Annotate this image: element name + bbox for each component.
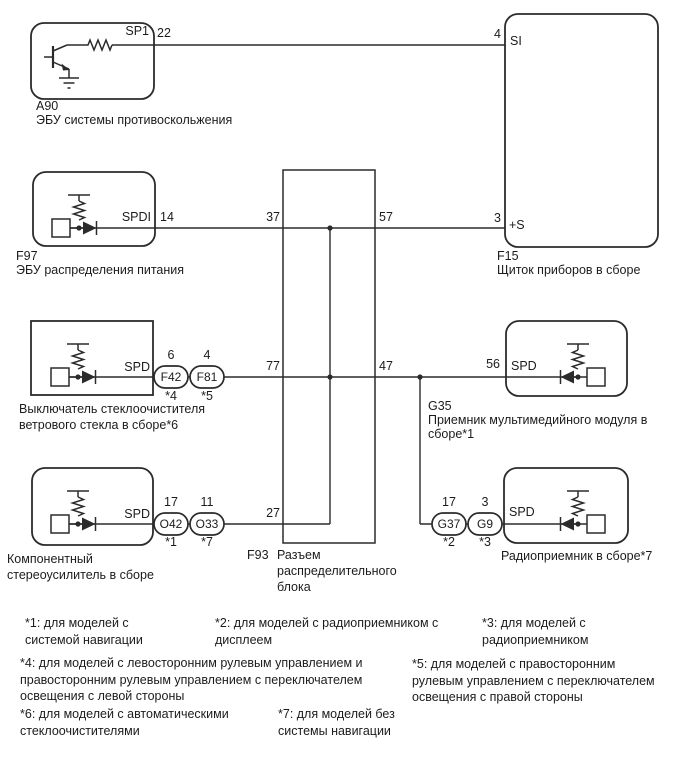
junction-dot xyxy=(327,225,332,230)
f97-code: F97 xyxy=(16,249,38,263)
wiper-name-line1: Выключатель стеклоочистителя xyxy=(19,402,206,416)
f15-terminal-si: SI xyxy=(510,34,522,48)
f15-box xyxy=(505,14,658,247)
g35-circuit-icon xyxy=(561,344,606,386)
footnote-4 xyxy=(20,655,363,705)
footnote-5-line2: рулевым управлением с переключателем xyxy=(412,673,655,688)
f93-pin-27: 27 xyxy=(266,506,280,520)
footnote-3-line1: *3: для моделей с xyxy=(482,616,586,630)
f42-note: *4 xyxy=(165,389,177,403)
g35-name-line1: Приемник мультимедийного модуля в xyxy=(428,413,648,427)
footnote-4-line3: освещения с левой стороны xyxy=(20,689,185,703)
o33-note: *7 xyxy=(201,535,213,549)
f93-pin-37: 37 xyxy=(266,210,280,224)
footnote-2-line2: дисплеем xyxy=(215,632,273,647)
f42-pin-number: 6 xyxy=(167,348,175,362)
ground-icon xyxy=(59,78,79,88)
f97-name: ЭБУ распределения питания xyxy=(16,263,185,277)
footnote-7-line1: *7: для моделей без xyxy=(278,707,395,721)
footnote-2 xyxy=(215,615,438,648)
g35-name-line2: сборе*1 xyxy=(428,427,475,441)
f15-code: F15 xyxy=(497,249,519,263)
footnote-6 xyxy=(20,706,229,739)
junction-dot xyxy=(417,374,422,379)
footnote-6-line2: стеклоочистителями xyxy=(20,723,140,738)
g35-pin-number: 56 xyxy=(486,357,500,371)
g37-pin-number: 17 xyxy=(442,495,456,509)
g35-code: G35 xyxy=(428,399,452,413)
g9-note: *3 xyxy=(479,535,491,549)
footnote-5-line1: *5: для моделей с правосторонним xyxy=(412,657,616,671)
resistor-icon xyxy=(67,40,112,50)
stereo-terminal-spd: SPD xyxy=(124,507,150,521)
g37-note: *2 xyxy=(443,535,455,549)
wiper-terminal-spd: SPD xyxy=(124,360,150,374)
f42-connector-code: F42 xyxy=(160,370,182,384)
g35-terminal-spd: SPD xyxy=(511,359,537,373)
wiper-name-line2: ветрового стекла в сборе*6 xyxy=(19,418,179,432)
footnote-1 xyxy=(25,615,143,648)
g9-connector-code: G9 xyxy=(476,517,493,531)
radio-name: Радиоприемник в сборе*7 xyxy=(501,549,653,563)
f97-pin-number: 14 xyxy=(160,210,174,224)
radio-terminal-spd: SPD xyxy=(509,505,535,519)
stereo-name-line1: Компонентный xyxy=(7,552,93,566)
a90-name: ЭБУ системы противоскольжения xyxy=(36,113,233,127)
footnote-1-line1: *1: для моделей с xyxy=(25,616,129,630)
f15-pin-top-number: 4 xyxy=(494,27,501,41)
g9-pin-number: 3 xyxy=(481,495,489,509)
o33-pin-number: 11 xyxy=(200,495,214,509)
radio-circuit-icon xyxy=(561,491,606,533)
wiper-circuit-icon xyxy=(51,344,96,386)
g37-connector-code: G37 xyxy=(437,517,461,531)
a90-splice-label: SP1 xyxy=(125,24,149,38)
stereo-name-line2: стереоусилитель в сборе xyxy=(7,568,154,582)
a90-code: A90 xyxy=(36,99,59,113)
footnote-4-line2: правосторонним рулевым управлением с переключателем xyxy=(20,672,363,687)
f15-terminal-plus-s: +S xyxy=(509,218,525,232)
f93-code: F93 xyxy=(247,548,269,562)
o42-pin-number: 17 xyxy=(164,495,178,509)
f93-pin-47: 47 xyxy=(379,359,393,373)
f93-pin-57: 57 xyxy=(379,210,393,224)
f15-pin-bottom-number: 3 xyxy=(494,211,501,225)
footnote-7 xyxy=(278,706,395,739)
stereo-circuit-icon xyxy=(51,491,96,533)
f97-terminal-spdi: SPDI xyxy=(121,210,151,224)
a90-pin-number: 22 xyxy=(157,26,171,40)
f15-name: Щиток приборов в сборе xyxy=(497,263,641,277)
f93-name-line3: блока xyxy=(277,580,311,594)
o42-note: *1 xyxy=(165,535,177,549)
footnote-1-line2: системой навигации xyxy=(25,632,143,647)
f97-circuit-icon xyxy=(52,195,97,237)
f93-name-line2: распределительного xyxy=(277,564,397,578)
footnote-6-line1: *6: для моделей с автоматическими xyxy=(20,707,229,721)
o33-connector-code: O33 xyxy=(195,517,219,531)
wiper-switch-box xyxy=(31,321,153,395)
f93-pin-77: 77 xyxy=(266,359,280,373)
transistor-icon xyxy=(44,45,70,78)
f81-pin-number: 4 xyxy=(203,348,211,362)
f81-connector-code: F81 xyxy=(196,370,218,384)
footnote-3-line2: радиоприемником xyxy=(482,632,589,647)
junction-dot xyxy=(327,374,332,379)
footnote-2-line1: *2: для моделей с радиоприемником с xyxy=(215,616,439,630)
footnote-7-line2: системы навигации xyxy=(278,723,391,738)
footnote-3 xyxy=(482,615,588,648)
o42-connector-code: O42 xyxy=(159,517,183,531)
f81-note: *5 xyxy=(201,389,213,403)
f93-name-line1: Разъем xyxy=(277,548,321,562)
footnote-4-line1: *4: для моделей с левосторонним рулевым управлением и xyxy=(20,656,363,670)
footnote-5-line3: освещения с правой стороны xyxy=(412,690,583,704)
footnote-5 xyxy=(412,656,655,706)
